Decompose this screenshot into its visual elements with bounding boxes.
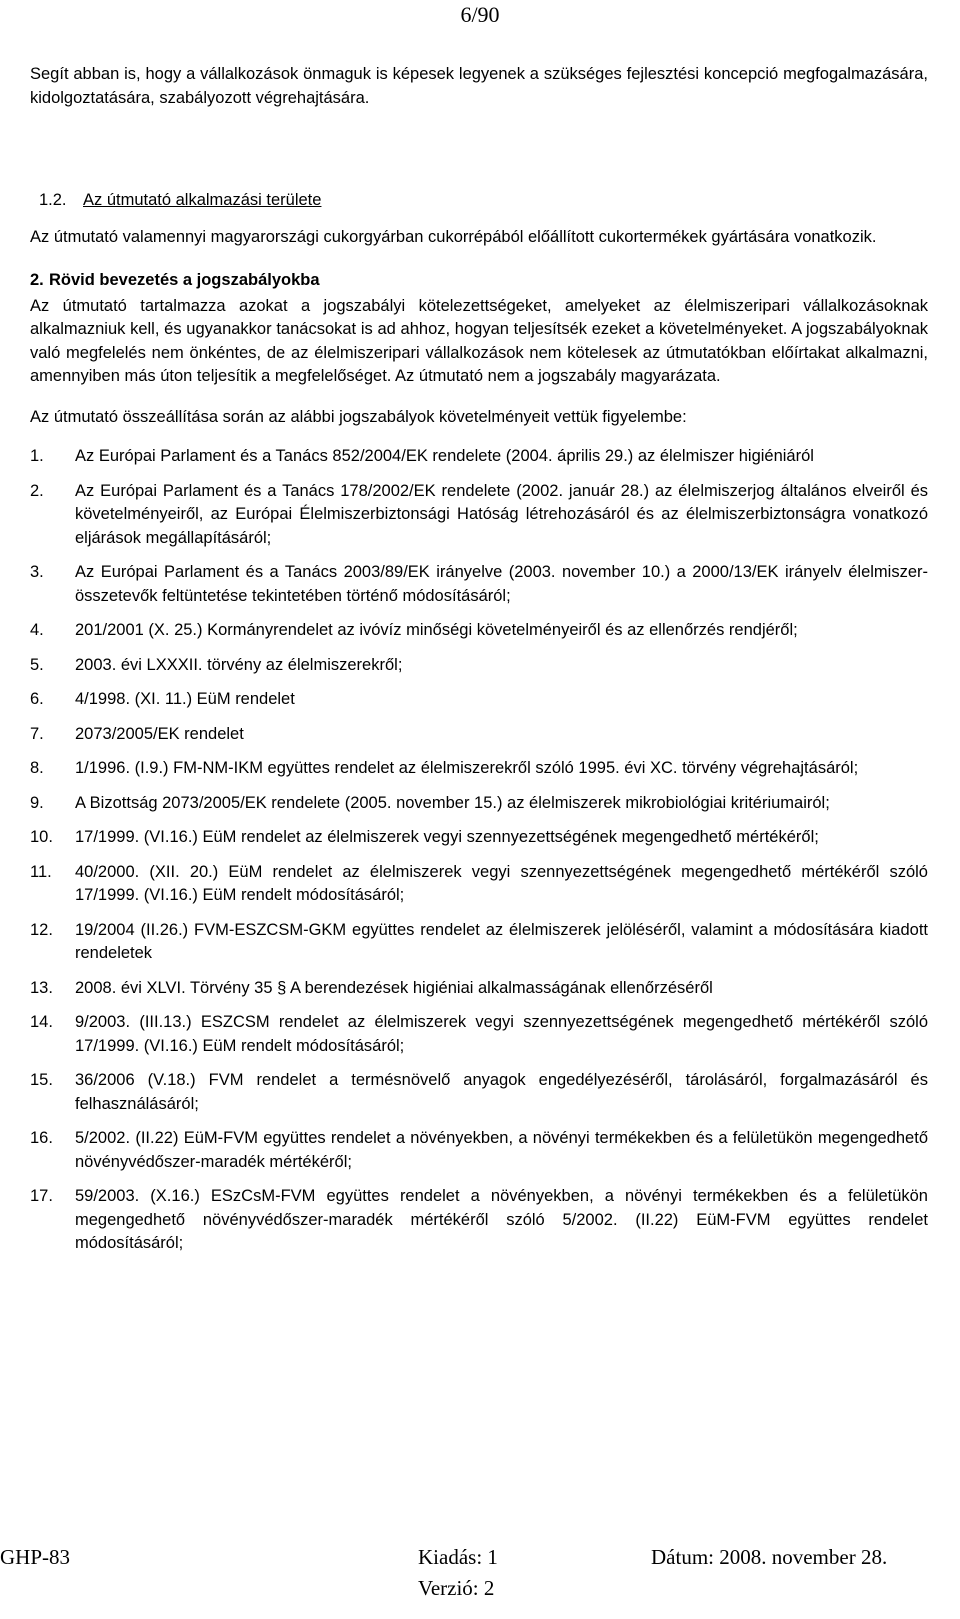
list-item (30, 1127, 928, 1174)
list-item-text: 4/1998. (XI. 11.) EüM rendelet (75, 690, 295, 708)
section-title: Az útmutató alkalmazási területe (83, 191, 322, 209)
list-item-number: 7. (30, 724, 44, 743)
list-item-text: 201/2001 (X. 25.) Kormányrendelet az ivóvíz minőségi követelményeiről és az ellenőrzés rendjéről; (75, 621, 798, 639)
list-item-text: 9/2003. (III.13.) ESZCSM rendelet az élelmiszerek vegyi szennyezettségének megengedhető mértékéről szóló 17/1999. (VI.16.) EüM rendelt módosításáról; (75, 1013, 928, 1055)
list-item-text: 2003. évi LXXXII. törvény az élelmiszerekről; (75, 655, 403, 674)
list-item (30, 1069, 928, 1116)
list-item-text: Az Európai Parlament és a Tanács 2003/89/EK irányelve (2003. november 10.) a 2000/13/EK irányelv élelmiszer-összetevők feltüntetése tekintetében történő módosításáról; (75, 563, 928, 605)
list-item (30, 619, 928, 643)
footer-version: Verzió: 2 (418, 1576, 495, 1600)
list-item (30, 480, 928, 551)
list-item-number: 13. (30, 978, 53, 997)
law-list (30, 445, 928, 1256)
list-item-text: 19/2004 (II.26.) FVM-ESZCSM-GKM együttes rendelet az élelmiszerek jelöléséről, valamint a módosítására kiadott rendeletek (75, 920, 928, 962)
section-title: Rövid bevezetés a jogszabályokba (49, 271, 320, 289)
list-item-text: 59/2003. (X.16.) ESzCsM-FVM együttes rendelet a növényekben, a növényi termékekben és a felületükön megengedhető növényvédőszer-maradék mértékéről szóló 5/2002. (II.22) EüM-FVM együttes rendelet módosításáról; (75, 1187, 928, 1252)
list-item-text: 17/1999. (VI.16.) EüM rendelet az élelmiszerek vegyi szennyezettségének megengedhető mértékéről; (75, 828, 819, 846)
list-item (30, 445, 928, 469)
list-item-text: Az Európai Parlament és a Tanács 178/2002/EK rendelete (2002. január 28.) az élelmiszerjog általános elveiről és követelményeiről, az Európai Élelmiszerbiztonsági Hatóság létrehozásáról és az élelmiszerbiztonságra vonatkozó eljárások megállapításáról; (75, 481, 928, 547)
list-item (30, 977, 928, 1001)
section-1-2-body: Az útmutató valamennyi magyarországi cukorgyárban cukorrépából előállított cukortermékek gyártására vonatkozik. (30, 227, 877, 246)
list-item-number: 11. (30, 862, 52, 881)
list-item-number: 17. (30, 1187, 53, 1205)
list-item-text: 36/2006 (V.18.) FVM rendelet a termésnövelő anyagok engedélyezéséről, tárolásáról, forgalmazásáról és felhasználásáról; (75, 1071, 928, 1113)
section-heading-1-2 (30, 189, 928, 213)
list-item-number: 3. (30, 563, 44, 581)
list-item-number: 2. (30, 481, 44, 500)
list-item-number: 14. (30, 1013, 53, 1031)
list-item (30, 861, 928, 908)
footer-issue: Kiadás: 1 (418, 1545, 498, 1569)
list-item-text: 2073/2005/EK rendelet (75, 724, 244, 743)
list-item-text: 5/2002. (II.22) EüM-FVM együttes rendelet a növényekben, a növényi termékekben és a felületükön megengedhető növényvédőszer-maradék mértékéről; (75, 1129, 928, 1171)
footer-doc-id: GHP-83 (0, 1545, 71, 1569)
list-item-number: 8. (30, 759, 44, 777)
list-item-number: 5. (30, 655, 44, 674)
list-item (30, 1011, 928, 1058)
list-item (30, 723, 928, 747)
list-item (30, 654, 928, 678)
list-item-number: 10. (30, 828, 53, 846)
section-2-body: Az útmutató tartalmazza azokat a jogszabályi kötelezettségeket, amelyeket az élelmiszeripari vállalkozásoknak alkalmazniuk kell, és ugyanakkor tanácsokat is ad ahhoz, hogyan teljesítsék ezeket a követelményeket. A jogszabályoknak való megfelelés nem önkéntes, de az élelmiszeripari vállalkozások nem kötelesek az útmutatókban előírtakat alkalmazni, amennyiben más úton teljesítik a megfelelőséget. Az útmutató nem a jogszabály magyarázata. (30, 296, 928, 385)
list-item (30, 826, 928, 850)
intro-paragraph: Segít abban is, hogy a vállalkozások önmaguk is képesek legyenek a szükséges fejlesztési koncepció megfogalmazására, kidolgoztatására, szabályozott végrehajtására. (30, 65, 928, 107)
footer-date: Dátum: 2008. november 28. (651, 1545, 888, 1569)
section-number: 2. (30, 271, 44, 289)
law-list-intro: Az útmutató összeállítása során az alábbi jogszabályok követelményeit vettük figyelembe: (30, 407, 687, 426)
list-item-text: 2008. évi XLVI. Törvény 35 § A berendezések higiéniai alkalmasságának ellenőrzéséről (75, 978, 713, 997)
list-item-number: 6. (30, 690, 44, 708)
list-item-text: Az Európai Parlament és a Tanács 852/2004/EK rendelete (2004. április 29.) az élelmiszer higiéniáról (75, 447, 814, 465)
list-item-text: 1/1996. (I.9.) FM-NM-IKM együttes rendelet az élelmiszerekről szóló 1995. évi XC. törvény végrehajtásáról; (75, 759, 859, 777)
list-item-number: 15. (30, 1071, 53, 1089)
page-content (30, 63, 928, 1267)
list-item (30, 757, 928, 781)
page-number: 6/90 (460, 2, 500, 27)
list-item-number: 16. (30, 1129, 53, 1147)
section-heading-2 (30, 269, 928, 293)
list-item-text: 40/2000. (XII. 20.) EüM rendelet az élelmiszerek vegyi szennyezettségének megengedhető mértékéről szóló 17/1999. (VI.16.) EüM rendelt módosításáról; (75, 862, 928, 904)
list-item (30, 919, 928, 966)
list-item (30, 792, 928, 816)
list-item-number: 4. (30, 621, 44, 639)
list-item-number: 1. (30, 447, 44, 465)
list-item-number: 9. (30, 793, 44, 812)
list-item (30, 561, 928, 608)
list-item-text: A Bizottság 2073/2005/EK rendelete (2005. november 15.) az élelmiszerek mikrobiológiai kritériumairól; (75, 793, 830, 812)
list-item (30, 688, 928, 712)
list-item-number: 12. (30, 920, 53, 939)
section-number: 1.2. (39, 191, 67, 209)
list-item (30, 1185, 928, 1256)
